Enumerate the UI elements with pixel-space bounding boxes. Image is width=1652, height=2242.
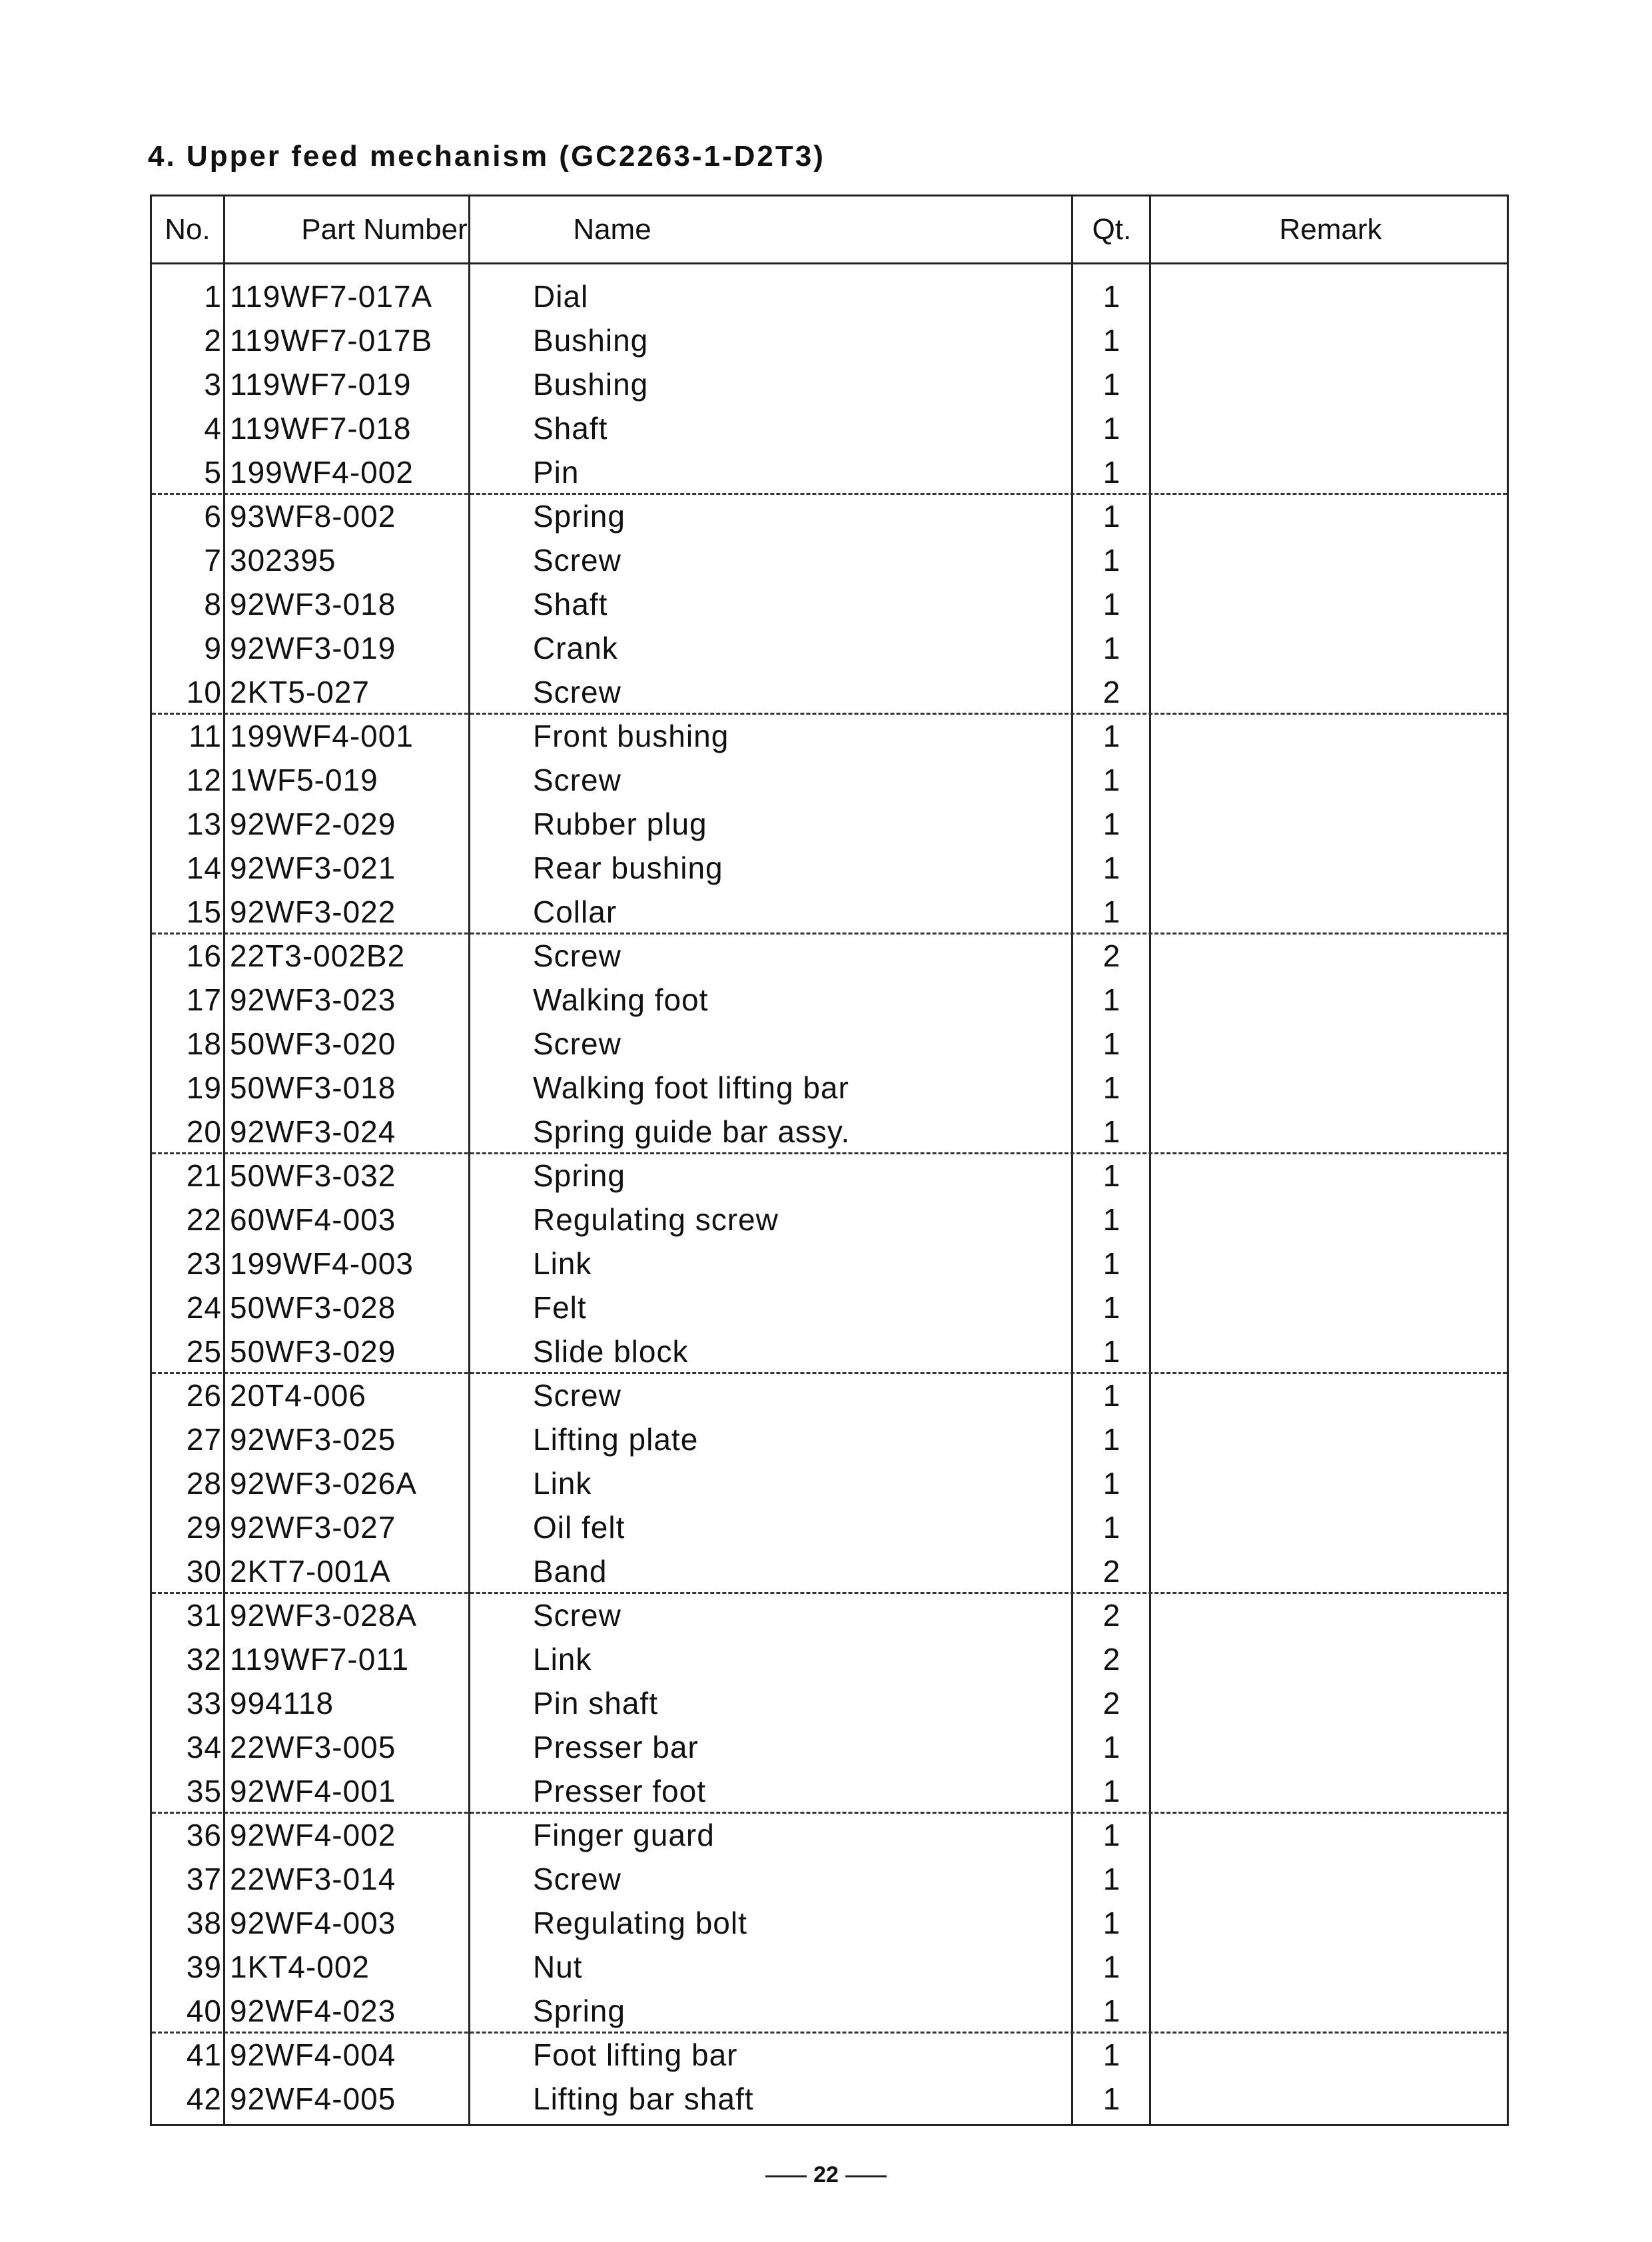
row-part-number: 302395 [230, 543, 336, 577]
table-row [152, 978, 1507, 1022]
row-remark [1152, 1681, 1505, 1725]
row-no: 20 [186, 1114, 222, 1149]
row-remark [1152, 1549, 1505, 1593]
row-no: 12 [186, 763, 222, 797]
row-remark [1152, 802, 1505, 846]
table-row [152, 1681, 1507, 1725]
row-remark [1152, 1110, 1505, 1154]
row-no: 27 [186, 1422, 222, 1457]
row-part-number: 92WF3-021 [230, 851, 396, 885]
row-qt: 1 [1102, 763, 1121, 797]
row-no: 40 [186, 1994, 222, 2028]
row-part-number: 119WF7-011 [230, 1642, 410, 1677]
row-remark [1152, 758, 1505, 802]
row-name: Lifting plate [533, 1422, 699, 1457]
row-part-number: 994118 [230, 1686, 334, 1720]
header-no: No. [165, 213, 210, 246]
row-qt: 1 [1102, 982, 1121, 1017]
row-part-number: 1WF5-019 [230, 763, 378, 797]
row-name: Finger guard [533, 1818, 715, 1852]
row-qt: 1 [1102, 1466, 1121, 1501]
row-name: Crank [533, 631, 618, 665]
table-header-row [152, 196, 1507, 264]
row-remark [1152, 1945, 1505, 1989]
row-name: Dial [533, 279, 589, 314]
row-remark [1152, 406, 1505, 450]
row-no: 36 [186, 1818, 222, 1852]
table-row [152, 1373, 1507, 1417]
row-no: 32 [186, 1642, 222, 1677]
row-part-number: 92WF4-001 [230, 1774, 396, 1808]
table-row [152, 2033, 1507, 2077]
row-remark [1152, 1593, 1505, 1637]
row-no: 11 [189, 719, 222, 753]
row-qt: 2 [1102, 1554, 1121, 1589]
row-qt: 1 [1102, 2081, 1121, 2116]
row-no: 1 [204, 279, 222, 314]
row-part-number: 50WF3-018 [230, 1070, 396, 1105]
row-no: 42 [186, 2081, 222, 2116]
row-no: 33 [186, 1686, 222, 1720]
row-name: Foot lifting bar [533, 2038, 738, 2072]
row-name: Felt [533, 1290, 587, 1325]
row-qt: 1 [1102, 1290, 1121, 1325]
row-no: 6 [204, 499, 222, 534]
row-qt: 1 [1102, 1246, 1121, 1281]
row-remark [1152, 1373, 1505, 1417]
row-part-number: 92WF3-026A [230, 1466, 418, 1501]
table-row [152, 1505, 1507, 1549]
row-name: Walking foot lifting bar [533, 1070, 849, 1105]
row-no: 4 [204, 411, 222, 446]
row-qt: 2 [1102, 938, 1121, 973]
dash-right [845, 2175, 887, 2177]
row-remark [1152, 1154, 1505, 1198]
header-remark: Remark [1279, 213, 1382, 246]
row-part-number: 92WF4-002 [230, 1818, 396, 1852]
row-remark [1152, 1637, 1505, 1681]
row-name: Screw [533, 1026, 621, 1061]
row-part-number: 199WF4-002 [230, 455, 414, 490]
row-name: Screw [533, 675, 621, 709]
row-no: 24 [186, 1290, 222, 1325]
row-name: Spring guide bar assy. [533, 1114, 851, 1149]
row-remark [1152, 1857, 1505, 1901]
row-name: Screw [533, 938, 621, 973]
row-qt: 1 [1102, 1026, 1121, 1061]
row-name: Regulating screw [533, 1202, 779, 1237]
row-no: 21 [186, 1158, 222, 1193]
row-qt: 1 [1102, 1202, 1121, 1237]
row-part-number: 50WF3-028 [230, 1290, 396, 1325]
row-name: Screw [533, 543, 621, 577]
row-part-number: 92WF3-023 [230, 982, 396, 1017]
row-remark [1152, 1725, 1505, 1769]
row-no: 35 [186, 1774, 222, 1808]
row-part-number: 50WF3-029 [230, 1334, 396, 1369]
row-no: 31 [186, 1598, 222, 1633]
row-remark [1152, 626, 1505, 670]
table-row [152, 1329, 1507, 1373]
row-no: 25 [186, 1334, 222, 1369]
row-no: 2 [204, 323, 222, 358]
page-number [733, 2162, 919, 2188]
table-row [152, 2077, 1507, 2121]
row-name: Rear bushing [533, 851, 723, 885]
row-no: 8 [204, 587, 222, 621]
row-part-number: 92WF3-024 [230, 1114, 396, 1149]
row-no: 15 [186, 895, 222, 929]
row-name: Lifting bar shaft [533, 2081, 754, 2116]
row-remark [1152, 1461, 1505, 1505]
row-no: 29 [186, 1510, 222, 1545]
row-no: 19 [186, 1070, 222, 1105]
row-qt: 2 [1102, 1686, 1121, 1720]
row-qt: 1 [1102, 807, 1121, 841]
row-name: Spring [533, 1158, 625, 1193]
row-qt: 1 [1102, 1994, 1121, 2028]
row-no: 34 [186, 1730, 222, 1764]
row-part-number: 119WF7-018 [230, 411, 412, 446]
table-row [152, 362, 1507, 406]
row-no: 16 [186, 938, 222, 973]
row-no: 30 [186, 1554, 222, 1589]
row-part-number: 50WF3-020 [230, 1026, 396, 1061]
row-part-number: 119WF7-017B [230, 323, 433, 358]
row-no: 23 [186, 1246, 222, 1281]
row-name: Spring [533, 1994, 625, 2028]
row-qt: 1 [1102, 1906, 1121, 1940]
parts-table [150, 194, 1509, 2126]
row-name: Regulating bolt [533, 1906, 747, 1940]
row-qt: 1 [1102, 367, 1121, 402]
row-qt: 1 [1102, 1378, 1121, 1413]
table-row [152, 1286, 1507, 1329]
table-row [152, 1417, 1507, 1461]
row-qt: 1 [1102, 1774, 1121, 1808]
row-qt: 1 [1102, 1510, 1121, 1545]
row-name: Spring [533, 499, 625, 534]
row-no: 5 [204, 455, 222, 490]
table-row [152, 714, 1507, 758]
row-qt: 2 [1102, 675, 1121, 709]
table-row [152, 406, 1507, 450]
row-no: 9 [204, 631, 222, 665]
table-row [152, 450, 1507, 494]
row-no: 13 [186, 807, 222, 841]
row-name: Screw [533, 1378, 621, 1413]
row-part-number: 92WF3-018 [230, 587, 396, 621]
row-name: Shaft [533, 587, 608, 621]
row-part-number: 93WF8-002 [230, 499, 396, 534]
row-part-number: 119WF7-017A [230, 279, 433, 314]
row-part-number: 20T4-006 [230, 1378, 366, 1413]
row-remark [1152, 362, 1505, 406]
row-part-number: 60WF4-003 [230, 1202, 396, 1237]
row-no: 7 [204, 543, 222, 577]
table-row [152, 890, 1507, 934]
row-part-number: 92WF3-019 [230, 631, 396, 665]
table-row [152, 1154, 1507, 1198]
page-number-text: 22 [813, 2162, 839, 2187]
row-name: Band [533, 1554, 608, 1589]
table-row [152, 1901, 1507, 1945]
row-qt: 1 [1102, 587, 1121, 621]
table-row [152, 1725, 1507, 1769]
row-remark [1152, 1505, 1505, 1549]
row-name: Bushing [533, 323, 649, 358]
row-remark [1152, 934, 1505, 978]
header-qt: Qt. [1092, 213, 1132, 246]
table-row [152, 1242, 1507, 1286]
row-remark [1152, 1329, 1505, 1373]
row-part-number: 22T3-002B2 [230, 938, 406, 973]
row-remark [1152, 714, 1505, 758]
row-no: 26 [186, 1378, 222, 1413]
dash-left [765, 2175, 807, 2177]
table-row [152, 1813, 1507, 1857]
row-no: 38 [186, 1906, 222, 1940]
table-row [152, 1945, 1507, 1989]
row-remark [1152, 1198, 1505, 1242]
row-remark [1152, 538, 1505, 582]
row-qt: 1 [1102, 1422, 1121, 1457]
row-part-number: 199WF4-001 [230, 719, 414, 753]
row-remark [1152, 1989, 1505, 2033]
row-part-number: 1KT4-002 [230, 1950, 370, 1984]
table-row [152, 1066, 1507, 1110]
header-part-number: Part Number [301, 213, 468, 246]
row-qt: 1 [1102, 631, 1121, 665]
row-no: 37 [186, 1862, 222, 1896]
header-name: Name [573, 213, 651, 246]
row-qt: 1 [1102, 1818, 1121, 1852]
table-row [152, 1549, 1507, 1593]
row-name: Screw [533, 1862, 621, 1896]
row-name: Collar [533, 895, 618, 929]
table-row [152, 494, 1507, 538]
row-remark [1152, 1242, 1505, 1286]
row-name: Pin shaft [533, 1686, 658, 1720]
table-row [152, 1857, 1507, 1901]
row-part-number: 199WF4-003 [230, 1246, 414, 1281]
row-qt: 1 [1102, 499, 1121, 534]
row-qt: 1 [1102, 1070, 1121, 1105]
row-name: Oil felt [533, 1510, 625, 1545]
row-part-number: 22WF3-005 [230, 1730, 396, 1764]
table-row [152, 582, 1507, 626]
row-part-number: 2KT5-027 [230, 675, 370, 709]
row-part-number: 92WF4-005 [230, 2081, 396, 2116]
row-no: 14 [186, 851, 222, 885]
row-no: 3 [204, 367, 222, 402]
row-no: 41 [186, 2038, 222, 2072]
row-qt: 1 [1102, 851, 1121, 885]
table-row [152, 626, 1507, 670]
row-remark [1152, 318, 1505, 362]
row-qt: 1 [1102, 1158, 1121, 1193]
table-row [152, 1989, 1507, 2033]
row-qt: 1 [1102, 543, 1121, 577]
row-part-number: 92WF4-003 [230, 1906, 396, 1940]
row-part-number: 92WF3-027 [230, 1510, 396, 1545]
row-name: Shaft [533, 411, 608, 446]
row-name: Presser foot [533, 1774, 706, 1808]
row-name: Rubber plug [533, 807, 707, 841]
row-qt: 1 [1102, 455, 1121, 490]
row-name: Pin [533, 455, 580, 490]
row-part-number: 92WF3-028A [230, 1598, 418, 1633]
row-part-number: 50WF3-032 [230, 1158, 396, 1193]
row-no: 39 [186, 1950, 222, 1984]
table-row [152, 670, 1507, 714]
page-title: 4. Upper feed mechanism (GC2263-1-D2T3) [148, 140, 825, 173]
row-part-number: 92WF3-022 [230, 895, 396, 929]
row-name: Link [533, 1642, 592, 1677]
row-qt: 1 [1102, 1730, 1121, 1764]
table-row [152, 1769, 1507, 1813]
table-row [152, 538, 1507, 582]
table-row [152, 1022, 1507, 1066]
row-qt: 1 [1102, 895, 1121, 929]
row-no: 18 [186, 1026, 222, 1061]
row-remark [1152, 846, 1505, 890]
row-remark [1152, 1066, 1505, 1110]
row-name: Screw [533, 763, 621, 797]
table-row [152, 1110, 1507, 1154]
row-name: Slide block [533, 1334, 689, 1369]
row-part-number: 92WF2-029 [230, 807, 396, 841]
table-row [152, 1593, 1507, 1637]
table-row [152, 1198, 1507, 1242]
row-qt: 1 [1102, 719, 1121, 753]
row-qt: 1 [1102, 2038, 1121, 2072]
table-row [152, 846, 1507, 890]
row-qt: 2 [1102, 1642, 1121, 1677]
row-name: Screw [533, 1598, 621, 1633]
row-part-number: 92WF4-004 [230, 2038, 396, 2072]
row-qt: 1 [1102, 279, 1121, 314]
row-remark [1152, 670, 1505, 714]
row-qt: 1 [1102, 1334, 1121, 1369]
row-remark [1152, 274, 1505, 318]
row-name: Bushing [533, 367, 649, 402]
table-row [152, 318, 1507, 362]
row-remark [1152, 1286, 1505, 1329]
row-part-number: 92WF3-025 [230, 1422, 396, 1457]
row-remark [1152, 582, 1505, 626]
row-remark [1152, 978, 1505, 1022]
row-part-number: 2KT7-001A [230, 1554, 391, 1589]
row-no: 17 [186, 982, 222, 1017]
row-remark [1152, 494, 1505, 538]
row-remark [1152, 1901, 1505, 1945]
row-name: Presser bar [533, 1730, 699, 1764]
row-remark [1152, 1022, 1505, 1066]
row-no: 10 [186, 675, 222, 709]
row-name: Front bushing [533, 719, 729, 753]
row-part-number: 22WF3-014 [230, 1862, 396, 1896]
row-part-number: 119WF7-019 [230, 367, 412, 402]
row-qt: 2 [1102, 1598, 1121, 1633]
table-row [152, 758, 1507, 802]
row-no: 22 [186, 1202, 222, 1237]
table-row [152, 1637, 1507, 1681]
table-row [152, 1461, 1507, 1505]
table-row [152, 802, 1507, 846]
row-qt: 1 [1102, 1114, 1121, 1149]
row-qt: 1 [1102, 323, 1121, 358]
row-name: Nut [533, 1950, 583, 1984]
row-remark [1152, 1417, 1505, 1461]
row-name: Walking foot [533, 982, 709, 1017]
row-remark [1152, 450, 1505, 494]
table-row [152, 934, 1507, 978]
row-no: 28 [186, 1466, 222, 1501]
row-part-number: 92WF4-023 [230, 1994, 396, 2028]
row-name: Link [533, 1246, 592, 1281]
row-remark [1152, 2077, 1505, 2121]
row-remark [1152, 890, 1505, 934]
row-name: Link [533, 1466, 592, 1501]
table-row [152, 274, 1507, 318]
row-qt: 1 [1102, 1950, 1121, 1984]
row-qt: 1 [1102, 1862, 1121, 1896]
row-qt: 1 [1102, 411, 1121, 446]
row-remark [1152, 2033, 1505, 2077]
row-remark [1152, 1813, 1505, 1857]
row-remark [1152, 1769, 1505, 1813]
